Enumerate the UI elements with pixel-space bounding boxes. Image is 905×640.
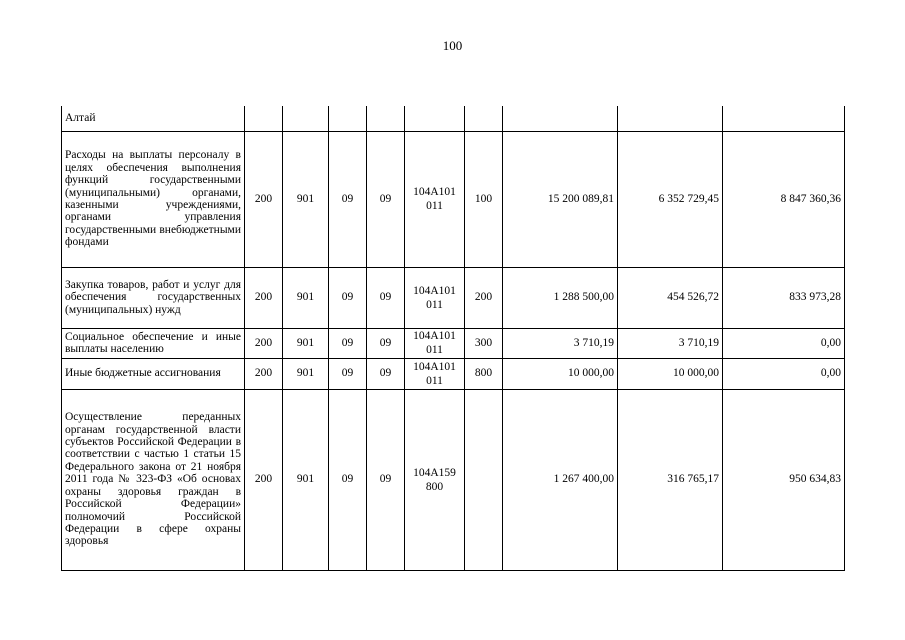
cell-amount2: 3 710,19 (618, 328, 723, 358)
row-description: Закупка товаров, работ и услуг для обеспечения государственных (муниципальных) нужд (62, 267, 245, 328)
cell-code: 104A101 011 (405, 358, 465, 389)
cell-amount1: 3 710,19 (503, 328, 618, 358)
cell-amount3: 0,00 (723, 328, 845, 358)
cell-col1: 200 (245, 389, 283, 570)
cell-col1: 200 (245, 267, 283, 328)
cell-col6: 800 (465, 358, 503, 389)
cell-col2 (283, 106, 329, 131)
cell-col3: 09 (329, 328, 367, 358)
cell-amount3: 950 634,83 (723, 389, 845, 570)
cell-col2: 901 (283, 131, 329, 267)
cell-amount1: 10 000,00 (503, 358, 618, 389)
cell-col6 (465, 106, 503, 131)
cell-col6: 300 (465, 328, 503, 358)
cell-col4: 09 (367, 389, 405, 570)
cell-col1: 200 (245, 131, 283, 267)
row-description: Социальное обеспечение и иные выплаты населению (62, 328, 245, 358)
row-description: Алтай (62, 106, 245, 131)
cell-col3 (329, 106, 367, 131)
cell-col1: 200 (245, 358, 283, 389)
table-row-other-allocations (62, 358, 845, 389)
cell-col4: 09 (367, 328, 405, 358)
cell-col3: 09 (329, 389, 367, 570)
page-number: 100 (442, 38, 463, 53)
cell-col4: 09 (367, 267, 405, 328)
cell-amount1: 1 288 500,00 (503, 267, 618, 328)
table-row-procurement (62, 267, 845, 328)
cell-col1: 200 (245, 328, 283, 358)
cell-amount3: 833 973,28 (723, 267, 845, 328)
cell-amount2: 454 526,72 (618, 267, 723, 328)
cell-col3: 09 (329, 131, 367, 267)
cell-amount1: 15 200 089,81 (503, 131, 618, 267)
cell-code: 104A101 011 (405, 131, 465, 267)
budget-table-body (62, 106, 845, 570)
cell-amount1: 1 267 400,00 (503, 389, 618, 570)
cell-amount3 (723, 106, 845, 131)
cell-amount1 (503, 106, 618, 131)
cell-code: 104A101 011 (405, 328, 465, 358)
table-row-altai-continuation (62, 106, 845, 131)
cell-col6 (465, 389, 503, 570)
table-row-social-security (62, 328, 845, 358)
row-description: Осуществление переданных органам государственной власти субъектов Российской Федерации в соответствии с частью 1 статьи 15 Федерального закона от 21 ноября 2011 года № 323-ФЗ «Об основах охраны здоровья граждан в Российской Федерации» полномочий Российской Федерации в сфере охраны здоровья (62, 389, 245, 570)
cell-code: 104A159 800 (405, 389, 465, 570)
cell-amount2 (618, 106, 723, 131)
cell-col2: 901 (283, 267, 329, 328)
cell-amount2: 10 000,00 (618, 358, 723, 389)
cell-col6: 200 (465, 267, 503, 328)
cell-code (405, 106, 465, 131)
table-row-delegated-health-powers (62, 389, 845, 570)
budget-table (61, 106, 845, 571)
cell-amount2: 316 765,17 (618, 389, 723, 570)
cell-amount2: 6 352 729,45 (618, 131, 723, 267)
cell-col4: 09 (367, 358, 405, 389)
table-row-personnel-expenses (62, 131, 845, 267)
cell-amount3: 8 847 360,36 (723, 131, 845, 267)
cell-col3: 09 (329, 358, 367, 389)
cell-col2: 901 (283, 328, 329, 358)
cell-col2: 901 (283, 358, 329, 389)
cell-col2: 901 (283, 389, 329, 570)
cell-col1 (245, 106, 283, 131)
cell-col4 (367, 106, 405, 131)
row-description: Иные бюджетные ассигнования (62, 358, 245, 389)
cell-amount3: 0,00 (723, 358, 845, 389)
row-description: Расходы на выплаты персоналу в целях обеспечения выполнения функций государственными (муниципальными) органами, казенными учреждениями, органами управления государственными внебюджетными фондами (62, 131, 245, 267)
cell-code: 104A101 011 (405, 267, 465, 328)
cell-col6: 100 (465, 131, 503, 267)
cell-col4: 09 (367, 131, 405, 267)
cell-col3: 09 (329, 267, 367, 328)
